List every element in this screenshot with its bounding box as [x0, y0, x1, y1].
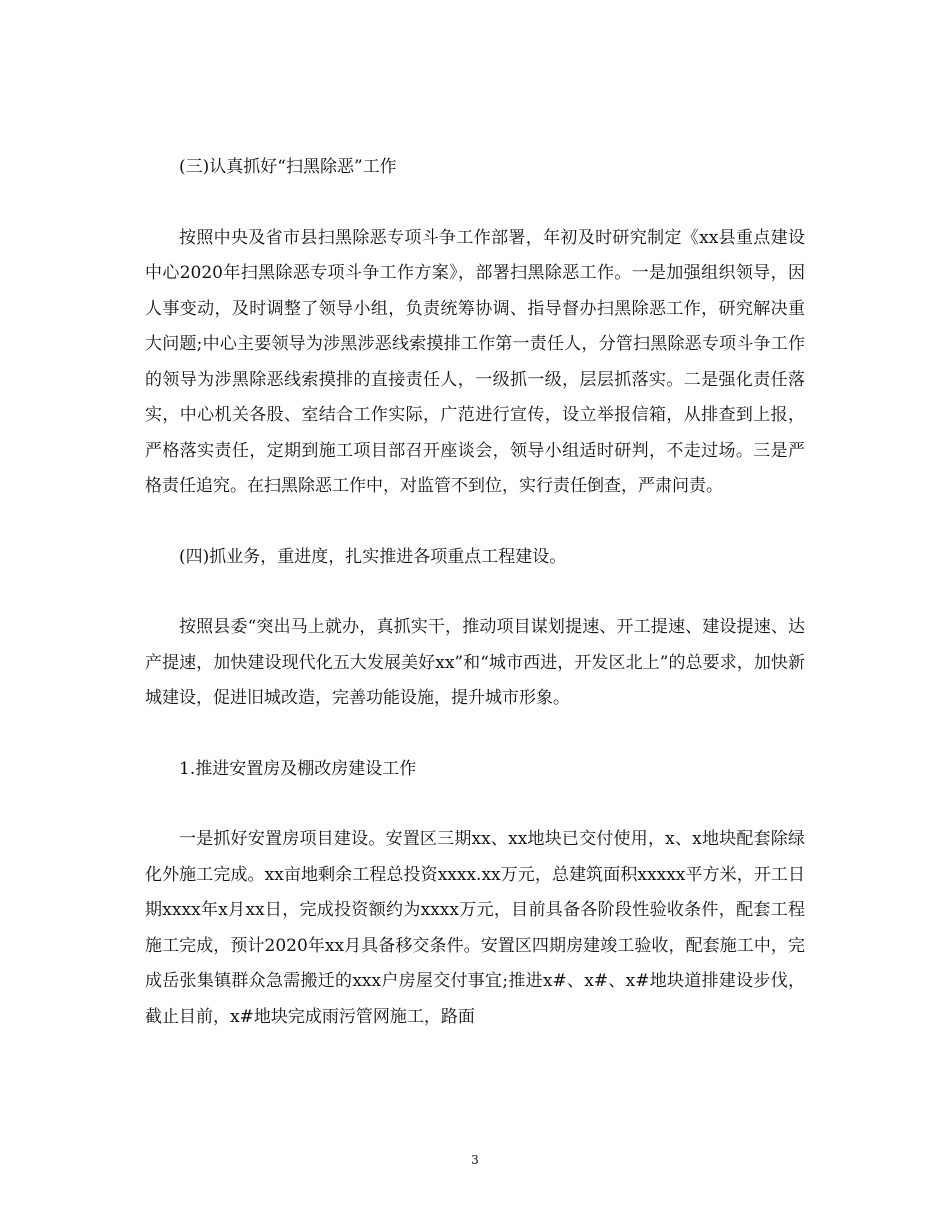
document-body — [145, 150, 805, 1035]
section-heading-anti-crime: (三)认真抓好“扫黑除恶”工作 — [179, 157, 397, 177]
paragraph-spacer — [145, 186, 805, 221]
subsection-heading-resettlement: 1.推进安置房及棚改房建设工作 — [179, 758, 417, 779]
paragraph-spacer — [145, 787, 805, 822]
paragraph-spacer — [145, 717, 805, 752]
paragraph-spacer — [145, 575, 805, 610]
paragraph-spacer — [145, 505, 805, 540]
paragraph-resettlement-projects: 一是抓好安置房项目建设。安置区三期xx、xx地块已交付使用，x、x地块配套除绿化外施工完成。xx亩地剩余工程总投资xxxx.xx万元，总建筑面积xxxxx平方米，开工日期xxxx年x月xx日，完成投资额约为xxxx万元，目前具备各阶段性验收条件，配套工程施工完成，预计2020年xx月具备移交条件。安置区四期房建竣工验收，配套施工中，完成岳张集镇群众急需搬迁的xxx户房屋交付事宜;推进x#、x#、x#地块道排建设步伐，截止目前，x#地块完成雨污管网施工，路面 — [145, 829, 805, 1027]
paragraph-anti-crime-work: 按照中央及省市县扫黑除恶专项斗争工作部署，年初及时研究制定《xx县重点建设中心2020年扫黑除恶专项斗争工作方案》，部署扫黑除恶工作。一是加强组织领导，因人事变动，及时调整了领导小组，负责统筹协调、指导督办扫黑除恶工作，研究解决重大问题;中心主要领导为涉黑涉恶线索摸排工作第一责任人，分管扫黑除恶专项斗争工作的领导为涉黑除恶线索摸排的直接责任人，一级抓一级，层层抓落实。二是强化责任落实，中心机关各股、室结合工作实际，广范进行宣传，设立举报信箱，从排查到上报，严格落实责任，定期到施工项目部召开座谈会，领导小组适时研判，不走过场。三是严格责任追究。在扫黑除恶工作中，对监管不到位，实行责任倒查，严肃问责。 — [145, 227, 805, 496]
paragraph-county-requirements: 按照县委“突出马上就办，真抓实干，推动项目谋划提速、开工提速、建设提速、达产提速，加快建设现代化五大发展美好xx”和“城市西进，开发区北上”的总要求，加快新城建设，促进旧城改造，完善功能设施，提升城市形象。 — [145, 617, 805, 708]
section-heading-key-projects: (四)抓业务，重进度，扎实推进各项重点工程建设。 — [179, 546, 567, 567]
page-number: 3 — [471, 1153, 479, 1167]
